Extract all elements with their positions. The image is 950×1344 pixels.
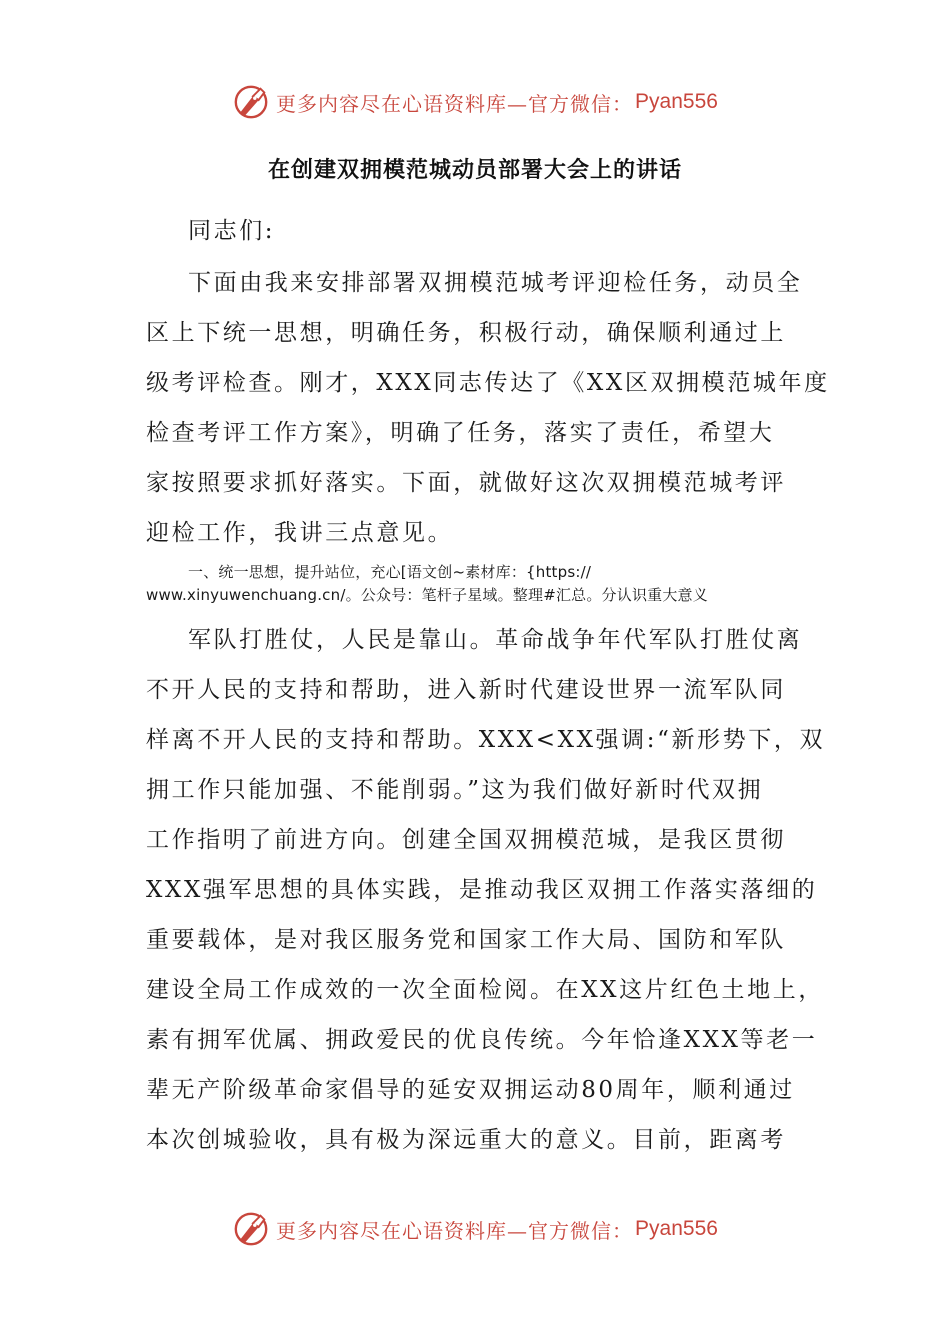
paragraph-line: 样离不开人民的支持和帮助。XXX<XX强调:“新形势下，双	[146, 727, 826, 753]
paragraph-line: 重要载体，是对我区服务党和国家工作大局、国防和军队	[146, 927, 786, 953]
heading-line: 一、统一思想，提升站位，充心[语文创~素材库：{https://	[188, 563, 592, 581]
watermark-banner-top	[0, 80, 950, 124]
watermark-handle: Pyan556	[635, 90, 718, 113]
paragraph-line: 辈无产阶级革命家倡导的延安双拥运动80周年，顺利通过	[146, 1077, 795, 1103]
heading-line: www.xinyuwenchuang.cn/。公众号：笔杆子星域。整理#汇总。分认识重大意义	[146, 586, 708, 604]
paragraph-line: 建设全局工作成效的一次全面检阅。在XX这片红色土地上，	[146, 977, 824, 1003]
watermark-text: 更多内容尽在心语资料库—官方微信：	[276, 91, 634, 116]
watermark-banner-bottom	[0, 1207, 950, 1251]
pen-nib-circle-icon	[232, 1210, 270, 1248]
paragraph-line: 区上下统一思想，明确任务，积极行动，确保顺利通过上	[146, 320, 786, 346]
paragraph-line: 下面由我来安排部署双拥模范城考评迎检任务，动员全	[188, 270, 803, 296]
paragraph-line: 迎检工作，我讲三点意见。	[146, 520, 454, 546]
paragraph-line: XXX强军思想的具体实践，是推动我区双拥工作落实落细的	[146, 877, 818, 903]
paragraph-line: 级考评检查。刚才，XXX同志传达了《XX区双拥模范城年度	[146, 370, 830, 396]
greeting: 同志们:	[188, 218, 276, 244]
pen-nib-circle-icon	[232, 83, 270, 121]
paragraph-line: 军队打胜仗，人民是靠山。革命战争年代军队打胜仗离	[188, 627, 803, 653]
paragraph-line: 不开人民的支持和帮助，进入新时代建设世界一流军队同	[146, 677, 786, 703]
paragraph-line: 工作指明了前进方向。创建全国双拥模范城，是我区贯彻	[146, 827, 786, 853]
watermark-text: 更多内容尽在心语资料库—官方微信：	[276, 1218, 634, 1243]
paragraph-line: 拥工作只能加强、不能削弱。”这为我们做好新时代双拥	[146, 777, 764, 803]
document-title: 在创建双拥模范城动员部署大会上的讲话	[267, 158, 682, 183]
paragraph-line: 素有拥军优属、拥政爱民的优良传统。今年恰逢XXX等老一	[146, 1027, 818, 1053]
paragraph-line: 检查考评工作方案》，明确了任务，落实了责任，希望大	[146, 420, 775, 446]
paragraph-line: 本次创城验收，具有极为深远重大的意义。目前，距离考	[146, 1127, 786, 1153]
paragraph-line: 家按照要求抓好落实。下面，就做好这次双拥模范城考评	[146, 470, 786, 496]
watermark-handle: Pyan556	[635, 1217, 718, 1240]
